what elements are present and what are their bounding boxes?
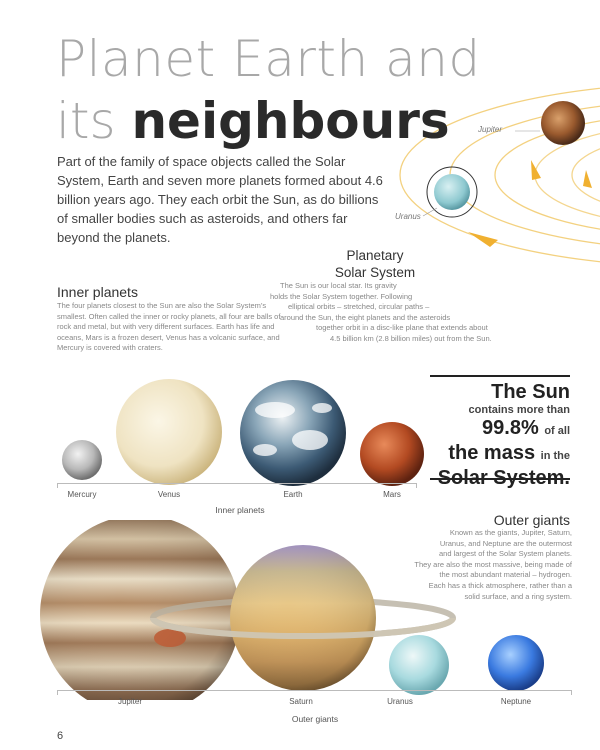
solar-heading-line1: Planetary: [346, 248, 404, 263]
sun-fact-percent: 99.8%: [482, 417, 539, 439]
outer-line: Each has a thick atmosphere, rather than a: [428, 580, 572, 590]
baseline-tick: [57, 483, 58, 488]
inner-planets-body: The four planets closest to the Sun are also the Solar System’s smallest. Often called the inner or rocky planets, all four are balls of rock and metal, but with very different surfaces. Earth has life and oceans, Mars is a frozen desert, Venus has a volcanic surface, and Mercury is covered with craters.: [57, 301, 281, 353]
solar-line: elliptical orbits – stretched, circular paths –: [288, 302, 430, 312]
label-jupiter: Jupiter: [117, 697, 142, 706]
label-venus: Venus: [157, 490, 181, 499]
outer-line: and largest of the Solar System planets.: [439, 549, 572, 559]
outer-line: Known as the giants, Jupiter, Saturn,: [449, 528, 572, 537]
label-uranus: Uranus: [387, 697, 413, 706]
sun-fact-line5: Solar System.: [437, 467, 570, 489]
uranus-planet: [389, 635, 449, 695]
inner-planets-group-label: Inner planets: [215, 505, 265, 515]
page-title-bold: neighbours: [131, 92, 450, 150]
page-number: 6: [57, 730, 64, 742]
outer-planets-baseline: [57, 690, 572, 691]
page-title-light: its: [56, 92, 116, 150]
label-earth: Earth: [283, 490, 303, 499]
inner-planets-illustration: [0, 370, 600, 490]
venus-planet: [116, 379, 222, 485]
solar-system-body: [250, 281, 525, 345]
solar-line: The Sun is our local star. Its gravity: [280, 281, 397, 290]
solar-heading-line2: Solar System: [334, 265, 416, 280]
outer-line: They are also the most massive, being made of: [414, 559, 572, 569]
jupiter-orbit-marker: [515, 101, 585, 145]
mercury-planet: [62, 440, 102, 480]
jupiter-planet: [40, 520, 240, 700]
outer-giants-group-label: Outer giants: [291, 714, 339, 724]
outer-giants-heading: Outer giants: [493, 512, 570, 528]
page-title-line2: [56, 92, 450, 150]
solar-line: around the Sun, the eight planets and the asteroids: [280, 312, 451, 322]
sun-fact-of-all: of all: [544, 425, 570, 437]
inner-planets-heading: Inner planets: [57, 284, 138, 300]
neptune-planet: [488, 635, 544, 691]
sun-fact-in-the: in the: [540, 450, 570, 462]
sun-fact-line2: contains more than: [468, 404, 570, 416]
solar-line: 4.5 billion km (2.8 billion miles) out from the Sun.: [330, 333, 492, 343]
baseline-tick: [571, 690, 572, 695]
solar-line: holds the Solar System together. Following: [270, 291, 413, 301]
label-neptune: Neptune: [500, 697, 532, 706]
outer-line: solid surface, and a ring system.: [464, 591, 572, 601]
page-title-line1: Planet Earth and: [56, 30, 481, 88]
baseline-tick: [416, 483, 417, 488]
orbit-arrow-icon: [468, 232, 498, 247]
orbit-label-jupiter: Jupiter: [478, 125, 503, 134]
orbit-label-uranus: Uranus: [395, 212, 421, 221]
outer-line: Uranus, and Neptune are the outermost: [439, 538, 572, 548]
uranus-orbit-marker: [423, 167, 477, 217]
sun-fact-line1: The Sun: [491, 381, 570, 403]
sun-fact-mass: the mass: [448, 442, 536, 464]
solar-system-heading: [300, 247, 450, 281]
outer-planets-illustration: [0, 520, 600, 700]
baseline-tick: [57, 690, 58, 695]
label-mars: Mars: [383, 490, 401, 499]
intro-paragraph: Part of the family of space objects called the Solar System, Earth and seven more planets formed about 4.6 billion years ago. They each orbit the Sun, as do billions of smaller bodies such as asteroids, and others far beyond the planets.: [57, 154, 383, 245]
orbit-arrow-icon: [583, 170, 592, 188]
earth-planet: [240, 380, 346, 486]
inner-planets-baseline: [57, 483, 417, 484]
orbit-arrows: [468, 160, 592, 247]
label-saturn: Saturn: [289, 697, 313, 706]
mars-planet: [360, 422, 424, 486]
label-mercury: Mercury: [67, 490, 97, 499]
outer-line: the most abundant material – hydrogen.: [439, 570, 572, 580]
solar-line: together orbit in a disc-like plane that extends about: [316, 323, 488, 333]
